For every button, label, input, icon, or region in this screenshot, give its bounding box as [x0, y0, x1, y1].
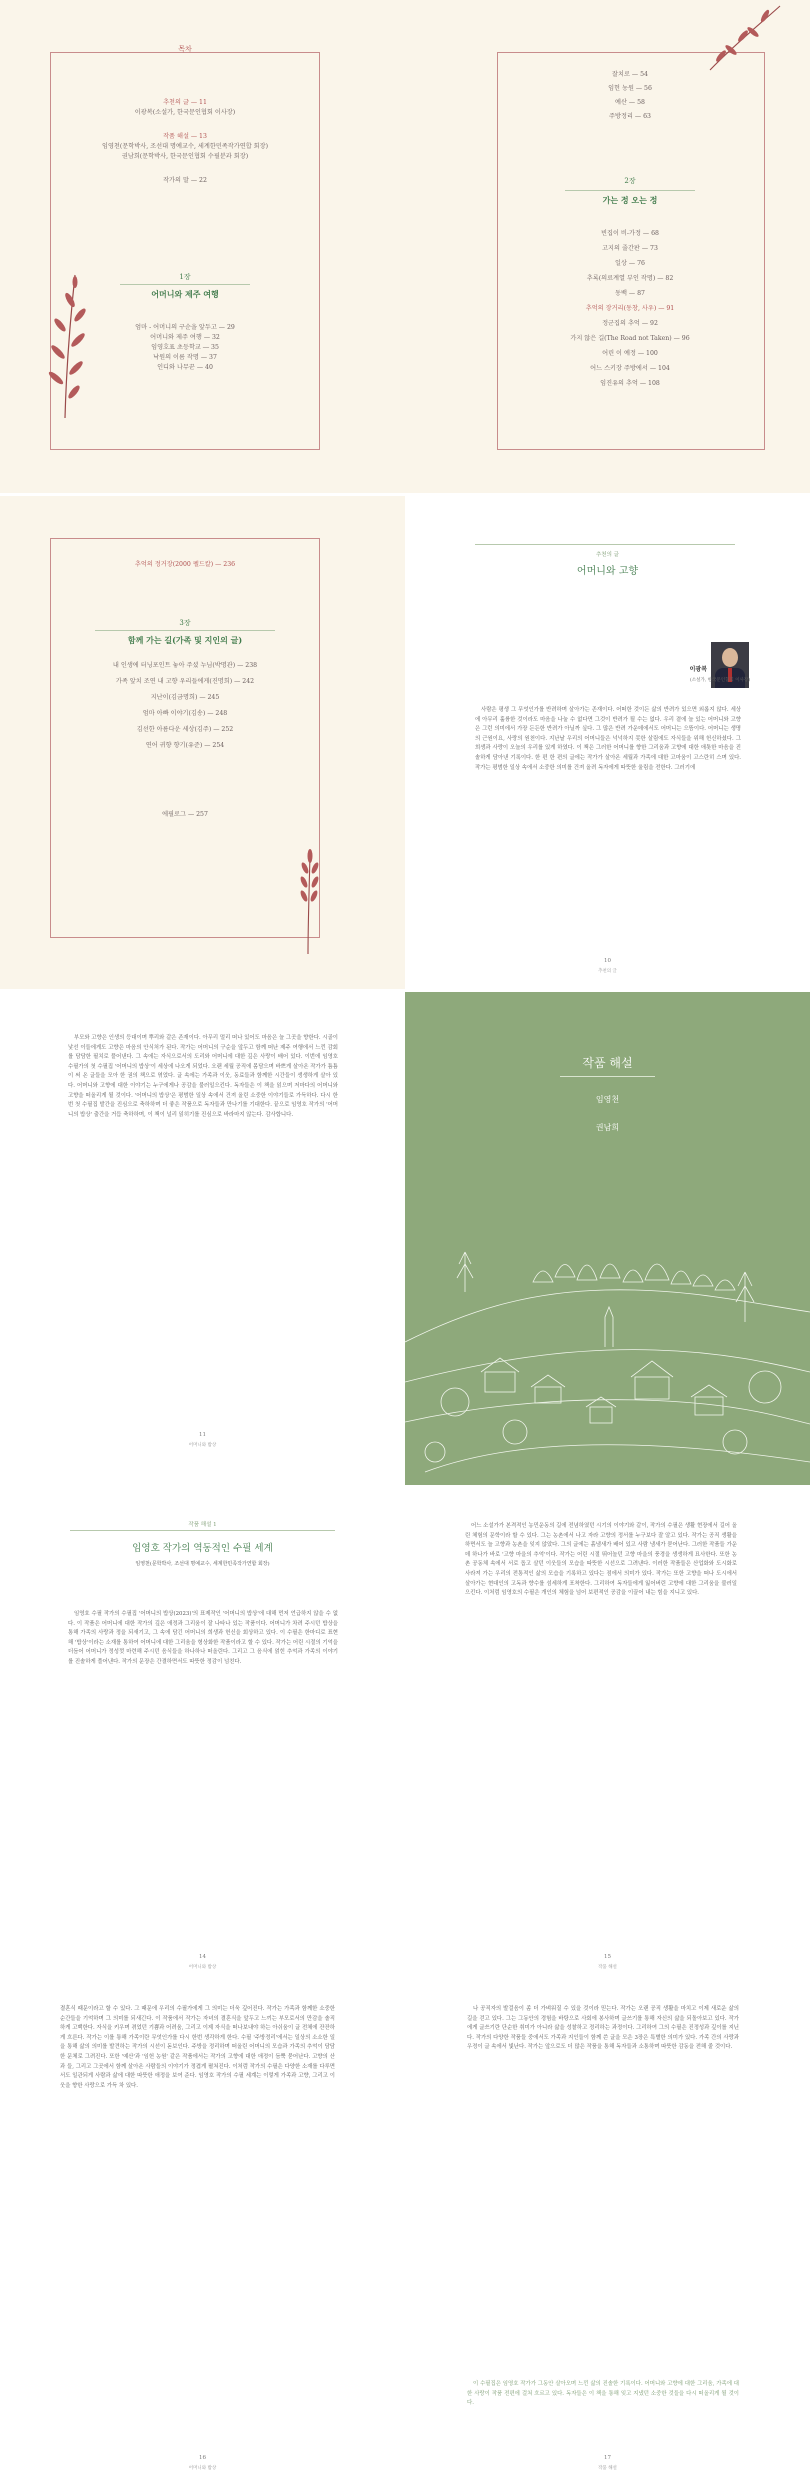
toc-item[interactable]: 정군집의 추억 — 92 — [602, 320, 658, 327]
body-text: 결혼식 때문이라고 할 수 있다. 그 때문에 우리의 수필가에게 그 의미는 더욱 깊어진다. 작가는 가족과 함께한 소중한 순간들을 기억하며 그 의미를 되새긴다. 이 작품에서 작가는 자녀의 결혼식을 앞두고 느끼는 부모로서의 만감을 솔직하게 고백한다. 자식을 키우며 겪었던 기쁨과 어려움, 그리고 이제 자식을 떠나보내야 하는 아쉬움이 글 전체에 잔잔하게 흐른다. 작가는 이를 통해 가족이란 무엇인가를 다시 한번 생각하게 한다. 수필 '주방정리'에서는 일상의 소소한 일을 통해 삶의 의미를 발견하는 작가의 시선이 돋보인다. 주방을 정리하며 떠올린 어머니의 모습과 가족의 추억이 담담한 문체로 그려진다. 또한 '예산'과 '임헌 농원' 같은 작품에서는 작가의 고향에 대한 애정이 듬뿍 묻어난다. 고향의 산과 들, 그리고 그곳에서 함께 살아온 사람들의 이야기가 정겹게 펼쳐진다. 이처럼 작가의 수필은 다양한 소재를 다루면서도 일관되게 사람과 삶에 대한 따뜻한 애정을 보여 준다. 임영호 작가의 수필 세계는 이렇게 가족과 고향, 그리고 이웃을 향한 사랑으로 가득 차 있다. — [60, 2006, 335, 2089]
chapter-items — [90, 323, 280, 373]
commentator-name: 권남희 — [595, 1123, 620, 1132]
toc-top-items — [60, 98, 310, 186]
toc-item[interactable]: 김선한 아름다운 세상(김주) — 252 — [136, 726, 234, 733]
page-running-title: 어머니와 밥상 — [188, 1443, 217, 1448]
page-running-title: 작품 해설 — [598, 1965, 617, 1970]
page-number: 10 — [604, 958, 611, 964]
chapter-number: 2장 — [624, 177, 636, 185]
page-toc-3 — [0, 496, 405, 989]
page-commentary-1 — [0, 1488, 405, 1981]
toc-item[interactable]: 에필로그 — 257 — [162, 811, 208, 818]
toc-item[interactable]: 추억의 장거리(동창, 사우) — 91 — [585, 305, 675, 312]
chapter-number: 1장 — [179, 273, 191, 281]
toc-item[interactable]: 추록(의료계열 부인 작명) — 82 — [586, 275, 674, 282]
page-commentary-3 — [0, 1985, 405, 2482]
toc-item[interactable]: 내 인생에 터닝포인트 놓아 주셨 누님(박명관) — 238 — [112, 662, 258, 669]
body-text: 어느 소설가가 본격적인 농민운동의 길에 전념하였던 시기의 이야기와 같이, 작가의 수필은 생활 현장에서 길어 올린 체험의 문학이라 할 수 있다. 그는 농촌에서 나고 자라 고향의 정서를 누구보다 잘 알고 있다. 작가는 공직 생활을 하면서도 늘 고향과 농촌을 잊지 않았다. 그의 글에는 흙냄새가 배어 있고 사람 냄새가 묻어난다. 그러한 작품들 가운데 하나가 바로 '고향 마을의 추억'이다. 작가는 어린 시절 뛰어놀던 고향 마을의 풍경을 생생하게 묘사한다. 또한 농촌 공동체 속에서 서로 돕고 살던 이웃들의 모습을 따뜻한 시선으로 그려낸다. 이러한 작품들은 산업화와 도시화로 사라져 가는 우리의 전통적인 삶의 모습을 기록하고 있다는 점에서 의미가 있다. 작가는 또한 고향을 떠나 도시에서 살아가는 현대인의 고독과 향수를 섬세하게 포착한다. 그리하여 독자들에게 잃어버린 고향에 대한 그리움을 불러일으킨다. 이처럼 임영호의 수필은 개인의 체험을 넘어 보편적인 공감을 이끌어 내는 힘을 지니고 있다. — [465, 1523, 737, 1597]
toc-item[interactable]: 주방정리 — 63 — [609, 113, 651, 120]
branch-illustration — [705, 4, 785, 74]
page-number: 14 — [199, 1954, 206, 1960]
chapter-items — [60, 658, 310, 754]
branch-illustration — [30, 270, 100, 420]
toc-item-sub: 이광복(소설가, 한국문인협회 이사장) — [134, 109, 236, 116]
toc-item[interactable]: 어린 이 예정 — 100 — [602, 350, 658, 357]
chapter-number: 3장 — [179, 619, 191, 627]
section-label: 추천의 글 — [595, 552, 619, 558]
toc-item[interactable]: 예산 — 58 — [615, 99, 645, 106]
chapter-title: 어머니와 제주 여행 — [120, 284, 250, 300]
page-toc-2 — [405, 0, 810, 493]
page-foreword-cont — [0, 992, 405, 1485]
village-landscape-illustration — [405, 1172, 810, 1485]
wheat-illustration — [288, 846, 328, 956]
author-affiliation: 임영천(문학박사, 조선대 명예교수, 세계한민족작가연합 회장) — [135, 1561, 270, 1567]
toc-item[interactable]: 가족 앞치 조연 내 고향 우리들에게(진명희) — 242 — [115, 678, 255, 685]
toc-item[interactable]: 작가의 말 — 22 — [163, 177, 207, 184]
page-number: 17 — [604, 2455, 611, 2461]
page-running-title: 추천의 글 — [598, 969, 617, 974]
chapter-title: 함께 가는 길(가족 및 지인의 글) — [95, 630, 275, 646]
section-title: 임영호 작가의 역동적인 수필 세계 — [132, 1543, 273, 1554]
commentator-name: 임영천 — [595, 1095, 620, 1104]
section-label: 작품 해설 1 — [188, 1522, 217, 1528]
page-number: 15 — [604, 1954, 611, 1960]
body-text: 사람은 평생 그 무엇인가를 반려하며 살아가는 존재이다. 어떠한 것이든 삶의 반려가 있으면 외롭지 않다. 세상에 아무리 훌륭한 것이라도 마음을 나눌 수 없다면 그것이 반려가 될 수는 없다. 우리 곁에 늘 있는 어머니와 고향은 그런 의미에서 가장 든든한 반려가 아닐까 싶다. 그 많은 반려 가운데에서도 어머니는 으뜸이다. 어머니는 생명의 근원이요, 사랑의 원천이다. 지난날 우리의 어머니들은 넉넉하지 못한 살림에도 자식들을 위해 헌신하셨다. 그 희생과 사랑이 오늘의 우리를 있게 하였다. 이 책은 그러한 어머니를 향한 그리움과 고향에 대한 애틋한 마음을 진솔하게 담아낸 기록이다. 한 편 한 편의 글에는 작가가 살아온 세월과 가족에 대한 고마움이 고스란히 스며 있다. 작가는 평범한 일상 속에서 소중한 의미를 건져 올려 독자에게 따뜻한 울림을 전한다. 그러기에 — [475, 707, 741, 771]
body-text: 나 공직자의 발걸음이 좀 더 가벼워질 수 있을 것이라 믿는다. 작가는 오랜 공직 생활을 마치고 이제 새로운 삶의 길을 걷고 있다. 그는 그동안의 경험을 바탕으로 사회에 봉사하며 글쓰기를 통해 자신의 삶을 되돌아보고 있다. 작가에게 글쓰기란 단순한 취미가 아니라 삶을 성찰하고 정리하는 과정이다. 그리하여 그의 수필은 진정성과 깊이를 지닌다. 작가의 다양한 작품들 중에서도 가족과 지인들이 함께 쓴 글을 모은 3장은 특별한 의미가 있다. 가족 간의 사랑과 우정이 글 속에서 빛난다. 작가는 앞으로도 더 많은 작품을 통해 독자들과 소통하며 따뜻한 감동을 전해 줄 것이다. — [467, 2006, 739, 2051]
toc-item-sub: 임영천(문학박사, 조선대 명예교수, 세계한민족작가연합 회장) — [101, 143, 269, 150]
toc-item[interactable]: 낙원의 이름 작명 — 37 — [153, 354, 217, 361]
divider — [70, 1530, 335, 1531]
toc-item[interactable]: 지난이(김금명희) — 245 — [150, 694, 220, 701]
page-running-title: 어머니와 밥상 — [188, 2466, 217, 2471]
toc-item[interactable]: 연어 귀향 향기(유준) — 254 — [145, 742, 225, 749]
toc-item[interactable]: 추천의 글 — 11 — [163, 99, 207, 106]
section-title: 어머니와 고향 — [576, 566, 639, 577]
page-running-title: 작품 해설 — [598, 2466, 617, 2471]
toc-item[interactable]: 엄마 아빠 이야기(김송) — 248 — [142, 710, 228, 717]
page-foreword — [405, 496, 810, 989]
toc-item[interactable]: 동백 — 87 — [615, 290, 645, 297]
body-text: 임영호 수필 작가의 수필집 '어머니의 밥상(2023)'의 표제작인 '어머니의 밥상'에 대해 먼저 언급하지 않을 수 없다. 이 작품은 어머니에 대한 작가의 깊은 애정과 그리움이 잘 나타나 있는 작품이다. 어머니가 차려 주시던 밥상을 통해 가족의 사랑과 정을 되새기고, 그 속에 담긴 어머니의 희생과 헌신을 회상하고 있다. 이 수필은 한마디로 표현해 '밥상'이라는 소재를 통하여 어머니에 대한 그리움을 형상화한 작품이라고 할 수 있다. 작가는 어린 시절의 기억을 더듬어 어머니가 정성껏 마련해 주시던 음식들을 하나하나 떠올린다. 그리고 그 음식에 얽힌 추억과 가족의 이야기를 진솔하게 풀어낸다. 작가의 문장은 간결하면서도 따뜻한 정감이 넘친다. — [68, 1611, 338, 1665]
toc-item[interactable]: 빈집이 비-가정 — 68 — [601, 230, 659, 237]
divider — [560, 1076, 655, 1077]
page-running-title: 어머니와 밥상 — [188, 1965, 217, 1970]
toc-item-sub: 권남희(문학박사, 한국문인협회 수필분과 회장) — [121, 153, 249, 160]
toc-item[interactable]: 가지 않은 길(The Road not Taken) — 96 — [570, 335, 690, 342]
toc-item[interactable]: 어머니와 제주 여행 — 32 — [150, 334, 220, 341]
toc-item[interactable]: 임헌 농원 — 56 — [608, 85, 652, 92]
toc-item[interactable]: 작품 해설 — 13 — [163, 133, 207, 140]
page-number: 16 — [199, 2455, 206, 2461]
toc-top-items — [515, 68, 745, 124]
chapter-items — [520, 226, 740, 391]
toc-item[interactable]: 임영호표 초등학교 ― 35 — [151, 344, 219, 351]
chapter-title: 가는 정 오는 정 — [565, 190, 695, 206]
toc-item[interactable]: 고지의 줄간판 — 73 — [602, 245, 658, 252]
toc-heading: 목차 — [178, 45, 192, 53]
highlight-quote: 이 수필집은 임영호 작가가 그동안 살아오며 느낀 삶의 진솔한 기록이다. 어머니와 고향에 대한 그리움, 가족에 대한 사랑이 작품 전편에 걸쳐 흐르고 있다. 독자들은 이 책을 통해 잊고 지냈던 소중한 것들을 다시 떠올리게 될 것이다. — [467, 2381, 739, 2407]
page-commentary-2 — [405, 1488, 810, 1981]
toc-item[interactable]: 일상 — 76 — [615, 260, 645, 267]
toc-item[interactable]: 잘치로 — 54 — [612, 71, 648, 78]
toc-item[interactable]: 임진유의 추억 — 108 — [600, 380, 660, 387]
toc-item[interactable]: 추억의 정거장(2000 펠드칼) — 236 — [134, 561, 236, 568]
page-toc-1 — [0, 0, 405, 493]
author-affiliation: (소설가, 한국문인협회 이사장) — [690, 678, 750, 683]
author-name: 이광복 — [689, 666, 707, 673]
divider — [475, 544, 735, 545]
toc-item[interactable]: 엄마 - 어머니의 구순을 앞두고 — 29 — [135, 324, 235, 331]
page-commentary-4 — [405, 1985, 810, 2482]
page-commentary-cover — [405, 992, 810, 1485]
toc-item[interactable]: 인디와 나무꾼 — 40 — [157, 364, 213, 371]
body-text: 부모와 고향은 인생의 등대이며 뿌리와 같은 존재이다. 아무리 멀리 떠나 있어도 마음은 늘 그곳을 향한다. 시골이 낯선 이들에게도 고향은 마음의 안식처가 된다. 작가는 어머니의 구순을 앞두고 함께 떠난 제주 여행에서 느낀 감회를 담담한 필치로 풀어낸다. 그 속에는 자식으로서의 도리와 어머니에 대한 깊은 사랑이 배어 있다. 이번에 임영호 수필가의 첫 수필집 '어머니의 밥상'이 세상에 나오게 되었다. 오랜 세월 공직에 몸담으며 바쁘게 살아온 작가가 틈틈이 써 온 글들을 모아 한 권의 책으로 엮었다. 글 속에는 가족과 이웃, 동료들과 함께한 시간들이 생생하게 살아 있다. 어머니와 고향에 대한 이야기는 누구에게나 공감을 불러일으킨다. 독자들은 이 책을 읽으며 저마다의 어머니와 고향을 떠올리게 될 것이다. '어머니의 밥상'은 평범한 일상 속에서 건져 올린 소중한 이야기들로 가득하다. 다시 한번 첫 수필집 발간을 진심으로 축하하며 더 좋은 작품으로 독자들과 만나기를 기대한다. 끝으로 임영호 작가의 '어머니의 밥상' 출간을 거듭 축하하며, 이 책이 널리 읽히기를 진심으로 바라마지 않는다. 감사합니다. — [68, 1035, 338, 1118]
page-number: 11 — [199, 1432, 206, 1438]
toc-item[interactable]: 어느 스키장 주방에서 — 104 — [590, 365, 670, 372]
cover-title: 작품 해설 — [582, 1056, 633, 1070]
